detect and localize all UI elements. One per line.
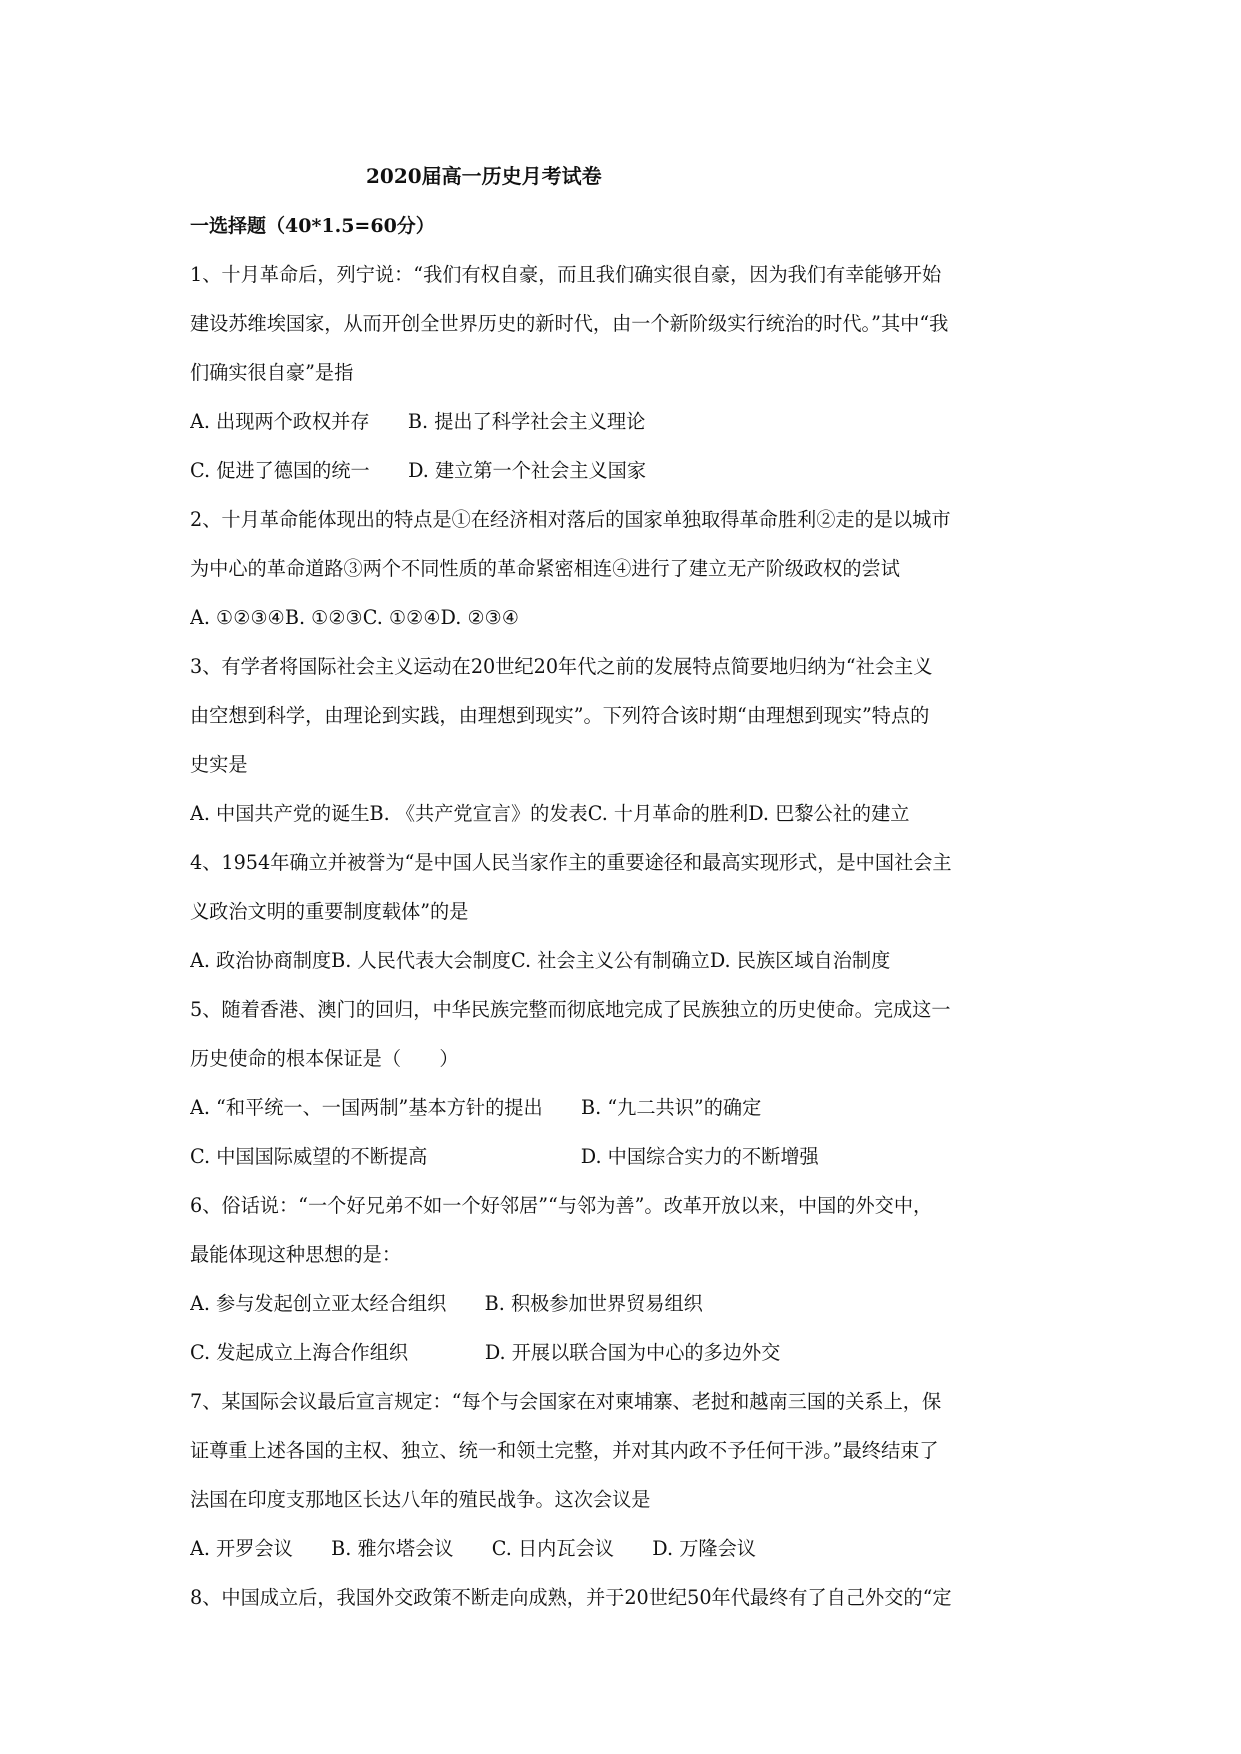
q2-stem-line-2: 为中心的革命道路③两个不同性质的革命紧密相连④进行了建立无产阶级政权的尝试	[190, 557, 900, 580]
q1-stem-line-1: 1、十月革命后，列宁说：“我们有权自豪，而且我们确实很自豪，因为我们有幸能够开始	[190, 263, 942, 286]
q5-stem-line-2: 历史使命的根本保证是（ ）	[190, 1047, 459, 1070]
q6-stem-line-2: 最能体现这种思想的是：	[190, 1243, 402, 1266]
q5-options-cd: C. 中国国际威望的不断提高 D. 中国综合实力的不断增强	[190, 1145, 819, 1168]
q7-stem-line-2: 证尊重上述各国的主权、独立、统一和领土完整，并对其内政不予任何干涉。”最终结束了	[190, 1439, 939, 1462]
q1-options-ab: A. 出现两个政权并存 B. 提出了科学社会主义理论	[190, 410, 646, 433]
q4-stem-line-2: 义政治文明的重要制度载体”的是	[190, 900, 469, 923]
q7-stem-line-1: 7、某国际会议最后宣言规定：“每个与会国家在对柬埔寨、老挝和越南三国的关系上，保	[190, 1390, 942, 1413]
q5-options-ab: A. “和平统一、一国两制”基本方针的提出 B. “九二共识”的确定	[190, 1096, 762, 1119]
q4-stem-line-1: 4、1954年确立并被誉为“是中国人民当家作主的重要途径和最高实现形式，是中国社会主	[190, 851, 952, 874]
q2-options: A. ①②③④B. ①②③C. ①②④D. ②③④	[190, 606, 520, 629]
q4-options: A. 政治协商制度B. 人民代表大会制度C. 社会主义公有制确立D. 民族区域自治制度	[190, 949, 891, 972]
q1-stem-line-3: 们确实很自豪”是指	[190, 361, 354, 384]
q6-options-cd: C. 发起成立上海合作组织 D. 开展以联合国为中心的多边外交	[190, 1341, 781, 1364]
q5-stem-line-1: 5、随着香港、澳门的回归，中华民族完整而彻底地完成了民族独立的历史使命。完成这一	[190, 998, 951, 1021]
q7-options: A. 开罗会议 B. 雅尔塔会议 C. 日内瓦会议 D. 万隆会议	[190, 1537, 756, 1560]
question-body	[190, 250, 1060, 1622]
q1-stem-line-2: 建设苏维埃国家，从而开创全世界历史的新时代，由一个新阶级实行统治的时代。”其中“我	[190, 312, 949, 335]
section-heading: 一选择题（40*1.5=60分）	[190, 215, 435, 237]
q7-stem-line-3: 法国在印度支那地区长达八年的殖民战争。这次会议是	[190, 1488, 651, 1511]
exam-title: 2020届高一历史月考试卷	[366, 164, 602, 188]
q8-stem-line-1: 8、中国成立后，我国外交政策不断走向成熟，并于20世纪50年代最终有了自己外交的“定	[190, 1586, 952, 1609]
q3-options: A. 中国共产党的诞生B. 《共产党宣言》的发表C. 十月革命的胜利D. 巴黎公社的建立	[190, 802, 910, 825]
q2-stem-line-1: 2、十月革命能体现出的特点是①在经济相对落后的国家单独取得革命胜利②走的是以城市	[190, 508, 951, 531]
q1-options-cd: C. 促进了德国的统一 D. 建立第一个社会主义国家	[190, 459, 647, 482]
q6-stem-line-1: 6、俗话说：“一个好兄弟不如一个好邻居”“与邻为善”。改革开放以来，中国的外交中，	[190, 1194, 933, 1217]
q3-stem-line-3: 史实是	[190, 753, 248, 776]
q3-stem-line-1: 3、有学者将国际社会主义运动在20世纪20年代之前的发展特点简要地归纳为“社会主义	[190, 655, 933, 678]
q6-options-ab: A. 参与发起创立亚太经合组织 B. 积极参加世界贸易组织	[190, 1292, 703, 1315]
q3-stem-line-2: 由空想到科学，由理论到实践，由理想到现实”。下列符合该时期“由理想到现实”特点的	[190, 704, 930, 727]
